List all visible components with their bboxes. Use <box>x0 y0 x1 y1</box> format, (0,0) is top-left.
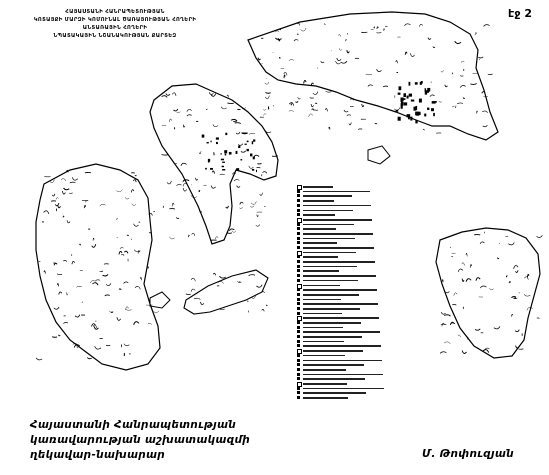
footer-authority <box>30 418 280 463</box>
footer-line: ղեկավար-նախարար <box>30 449 166 461</box>
legend-swatch <box>297 387 300 390</box>
legend-text-mark <box>303 369 346 371</box>
legend-text-mark <box>303 242 337 244</box>
legend-text-mark <box>303 247 374 249</box>
legend-swatch <box>297 396 300 399</box>
legend-swatch <box>297 241 300 244</box>
footer-signatory: Մ. Թոփուզյան <box>422 448 514 460</box>
legend-swatch <box>297 237 300 240</box>
legend-item <box>297 321 417 325</box>
legend-text-mark <box>303 214 335 216</box>
map-title-line: ՆՊԱՏԱԿԱՅԻՆ ՆՇԱՆԱԿՈՒԹՅԱՆ ՔԱՐՏԵԶ <box>53 33 177 39</box>
legend-text-mark <box>303 275 376 277</box>
legend-item <box>297 368 417 372</box>
legend-text-mark <box>303 388 384 390</box>
legend-swatch <box>297 377 300 380</box>
map-title-line: ՀԱՅԱՍՏԱՆԻ ՀԱՆՐԱՊԵՏՈՒԹՅԱՆ <box>65 9 165 15</box>
legend-item <box>297 209 417 213</box>
legend-swatch <box>297 227 300 230</box>
legend-swatch <box>297 373 300 376</box>
legend-item <box>297 396 417 400</box>
legend-text-mark <box>303 252 356 254</box>
legend-item <box>297 316 417 320</box>
legend-item <box>297 232 417 236</box>
legend-swatch <box>297 223 300 226</box>
legend-swatch <box>297 354 300 357</box>
legend-text-mark <box>303 238 355 240</box>
legend-swatch <box>297 335 300 338</box>
legend-item <box>297 373 417 377</box>
legend-item <box>297 391 417 395</box>
legend-swatch <box>297 269 300 272</box>
legend-swatch <box>297 340 300 343</box>
legend-text-mark <box>303 303 378 305</box>
legend-swatch <box>297 359 300 362</box>
legend-item <box>297 288 417 292</box>
legend-swatch <box>297 391 300 394</box>
legend-swatch <box>297 274 300 277</box>
legend-item <box>297 265 417 269</box>
legend-text-mark <box>303 294 359 296</box>
legend-item <box>297 326 417 330</box>
legend-swatch <box>297 326 300 329</box>
legend-item <box>297 241 417 245</box>
legend-text-mark <box>303 280 358 282</box>
legend-text-mark <box>303 210 353 212</box>
legend-swatch <box>297 204 300 207</box>
footer-line: կառավարության աշխատակազմի <box>30 434 251 446</box>
legend-item <box>297 340 417 344</box>
legend-swatch <box>297 298 300 301</box>
legend-item <box>297 199 417 203</box>
legend-text-mark <box>303 256 338 258</box>
legend-swatch <box>297 312 300 315</box>
legend-text-mark <box>303 341 344 343</box>
legend-text-mark <box>303 233 373 235</box>
legend-item <box>297 260 417 264</box>
map-title-line: ԱՆՏԱՌԱՅԻՆ ՀՈՂԵՐԻ <box>82 25 148 31</box>
legend-text-mark <box>303 331 380 333</box>
legend-text-mark <box>303 195 352 197</box>
legend-text-mark <box>303 299 341 301</box>
legend-swatch <box>297 194 300 197</box>
legend-item <box>297 218 417 222</box>
legend-text-mark <box>303 383 347 385</box>
legend-item <box>297 354 417 358</box>
legend-text-mark <box>303 285 340 287</box>
legend-text-mark <box>303 317 379 319</box>
legend-swatch <box>297 190 300 193</box>
legend-swatch <box>297 321 300 324</box>
legend-swatch <box>297 344 300 347</box>
legend-swatch <box>297 307 300 310</box>
legend-text-mark <box>303 308 360 310</box>
legend-text-mark <box>303 392 366 394</box>
legend-item <box>297 223 417 227</box>
legend-item <box>297 330 417 334</box>
legend-item <box>297 307 417 311</box>
legend-item <box>297 213 417 217</box>
legend-item <box>297 349 417 353</box>
map-texture <box>36 23 542 360</box>
legend-item <box>297 194 417 198</box>
legend-text-mark <box>303 266 357 268</box>
legend-item <box>297 298 417 302</box>
legend-swatch <box>297 288 300 291</box>
legend-swatch <box>297 232 300 235</box>
legend-text-mark <box>303 322 361 324</box>
legend-swatch <box>297 302 300 305</box>
legend-text-mark <box>303 327 343 329</box>
legend-item <box>297 335 417 339</box>
legend-swatch <box>297 279 300 282</box>
legend-text-mark <box>303 270 339 272</box>
legend-item <box>297 185 417 189</box>
legend-text-mark <box>303 350 363 352</box>
legend-swatch <box>297 363 300 366</box>
legend-text-mark <box>303 191 370 193</box>
legend-text-mark <box>303 345 381 347</box>
legend-item <box>297 274 417 278</box>
legend-item <box>297 279 417 283</box>
legend-text-mark <box>303 224 354 226</box>
legend-item <box>297 344 417 348</box>
legend-text-mark <box>303 360 382 362</box>
legend-text-mark <box>303 374 383 376</box>
legend-text-mark <box>303 378 365 380</box>
legend-item <box>297 387 417 391</box>
legend-item <box>297 363 417 367</box>
legend-text-mark <box>303 205 371 207</box>
legend-item <box>297 382 417 386</box>
legend-swatch <box>297 260 300 263</box>
legend-item <box>297 251 417 255</box>
map-title-line: ԿՈՏԱՅՔԻ ՄԱՐԶԻ ԿՈՄՈՒՆԱԼ ԾԱՌԱՅՈՒԹՅԱՆ ՀՈՂԵՐԻ <box>33 17 197 23</box>
legend-swatch <box>297 330 300 333</box>
legend-text-mark <box>303 397 348 399</box>
legend-item <box>297 377 417 381</box>
legend-item <box>297 312 417 316</box>
legend-text-mark <box>303 186 333 188</box>
map-region-east <box>436 228 540 358</box>
legend-text-mark <box>303 336 362 338</box>
map-enclave-b <box>150 292 170 308</box>
legend-swatch <box>297 246 300 249</box>
legend-item <box>297 246 417 250</box>
legend-text-mark <box>303 364 364 366</box>
page-number: էջ 2 <box>508 7 532 20</box>
legend-swatch <box>297 199 300 202</box>
legend-text-mark <box>303 355 345 357</box>
legend-text-mark <box>303 261 375 263</box>
legend-swatch <box>297 293 300 296</box>
legend-swatch <box>297 368 300 371</box>
legend-item <box>297 359 417 363</box>
map-legend <box>297 184 417 401</box>
legend-item <box>297 227 417 231</box>
map-title-block <box>30 8 200 40</box>
legend-item <box>297 237 417 241</box>
legend-item <box>297 190 417 194</box>
legend-swatch <box>297 213 300 216</box>
legend-item <box>297 293 417 297</box>
legend-swatch <box>297 209 300 212</box>
legend-text-mark <box>303 289 377 291</box>
map-enclave-a <box>368 146 390 164</box>
legend-text-mark <box>303 313 342 315</box>
legend-swatch <box>297 265 300 268</box>
map-region-south <box>184 270 268 314</box>
legend-swatch <box>297 255 300 258</box>
legend-item <box>297 204 417 208</box>
legend-text-mark <box>303 228 336 230</box>
legend-item <box>297 269 417 273</box>
footer-line: Հայաստանի Հանրապետության <box>30 419 237 431</box>
legend-text-mark <box>303 200 334 202</box>
legend-text-mark <box>303 219 372 221</box>
legend-item <box>297 255 417 259</box>
legend-item <box>297 302 417 306</box>
legend-item <box>297 284 417 288</box>
